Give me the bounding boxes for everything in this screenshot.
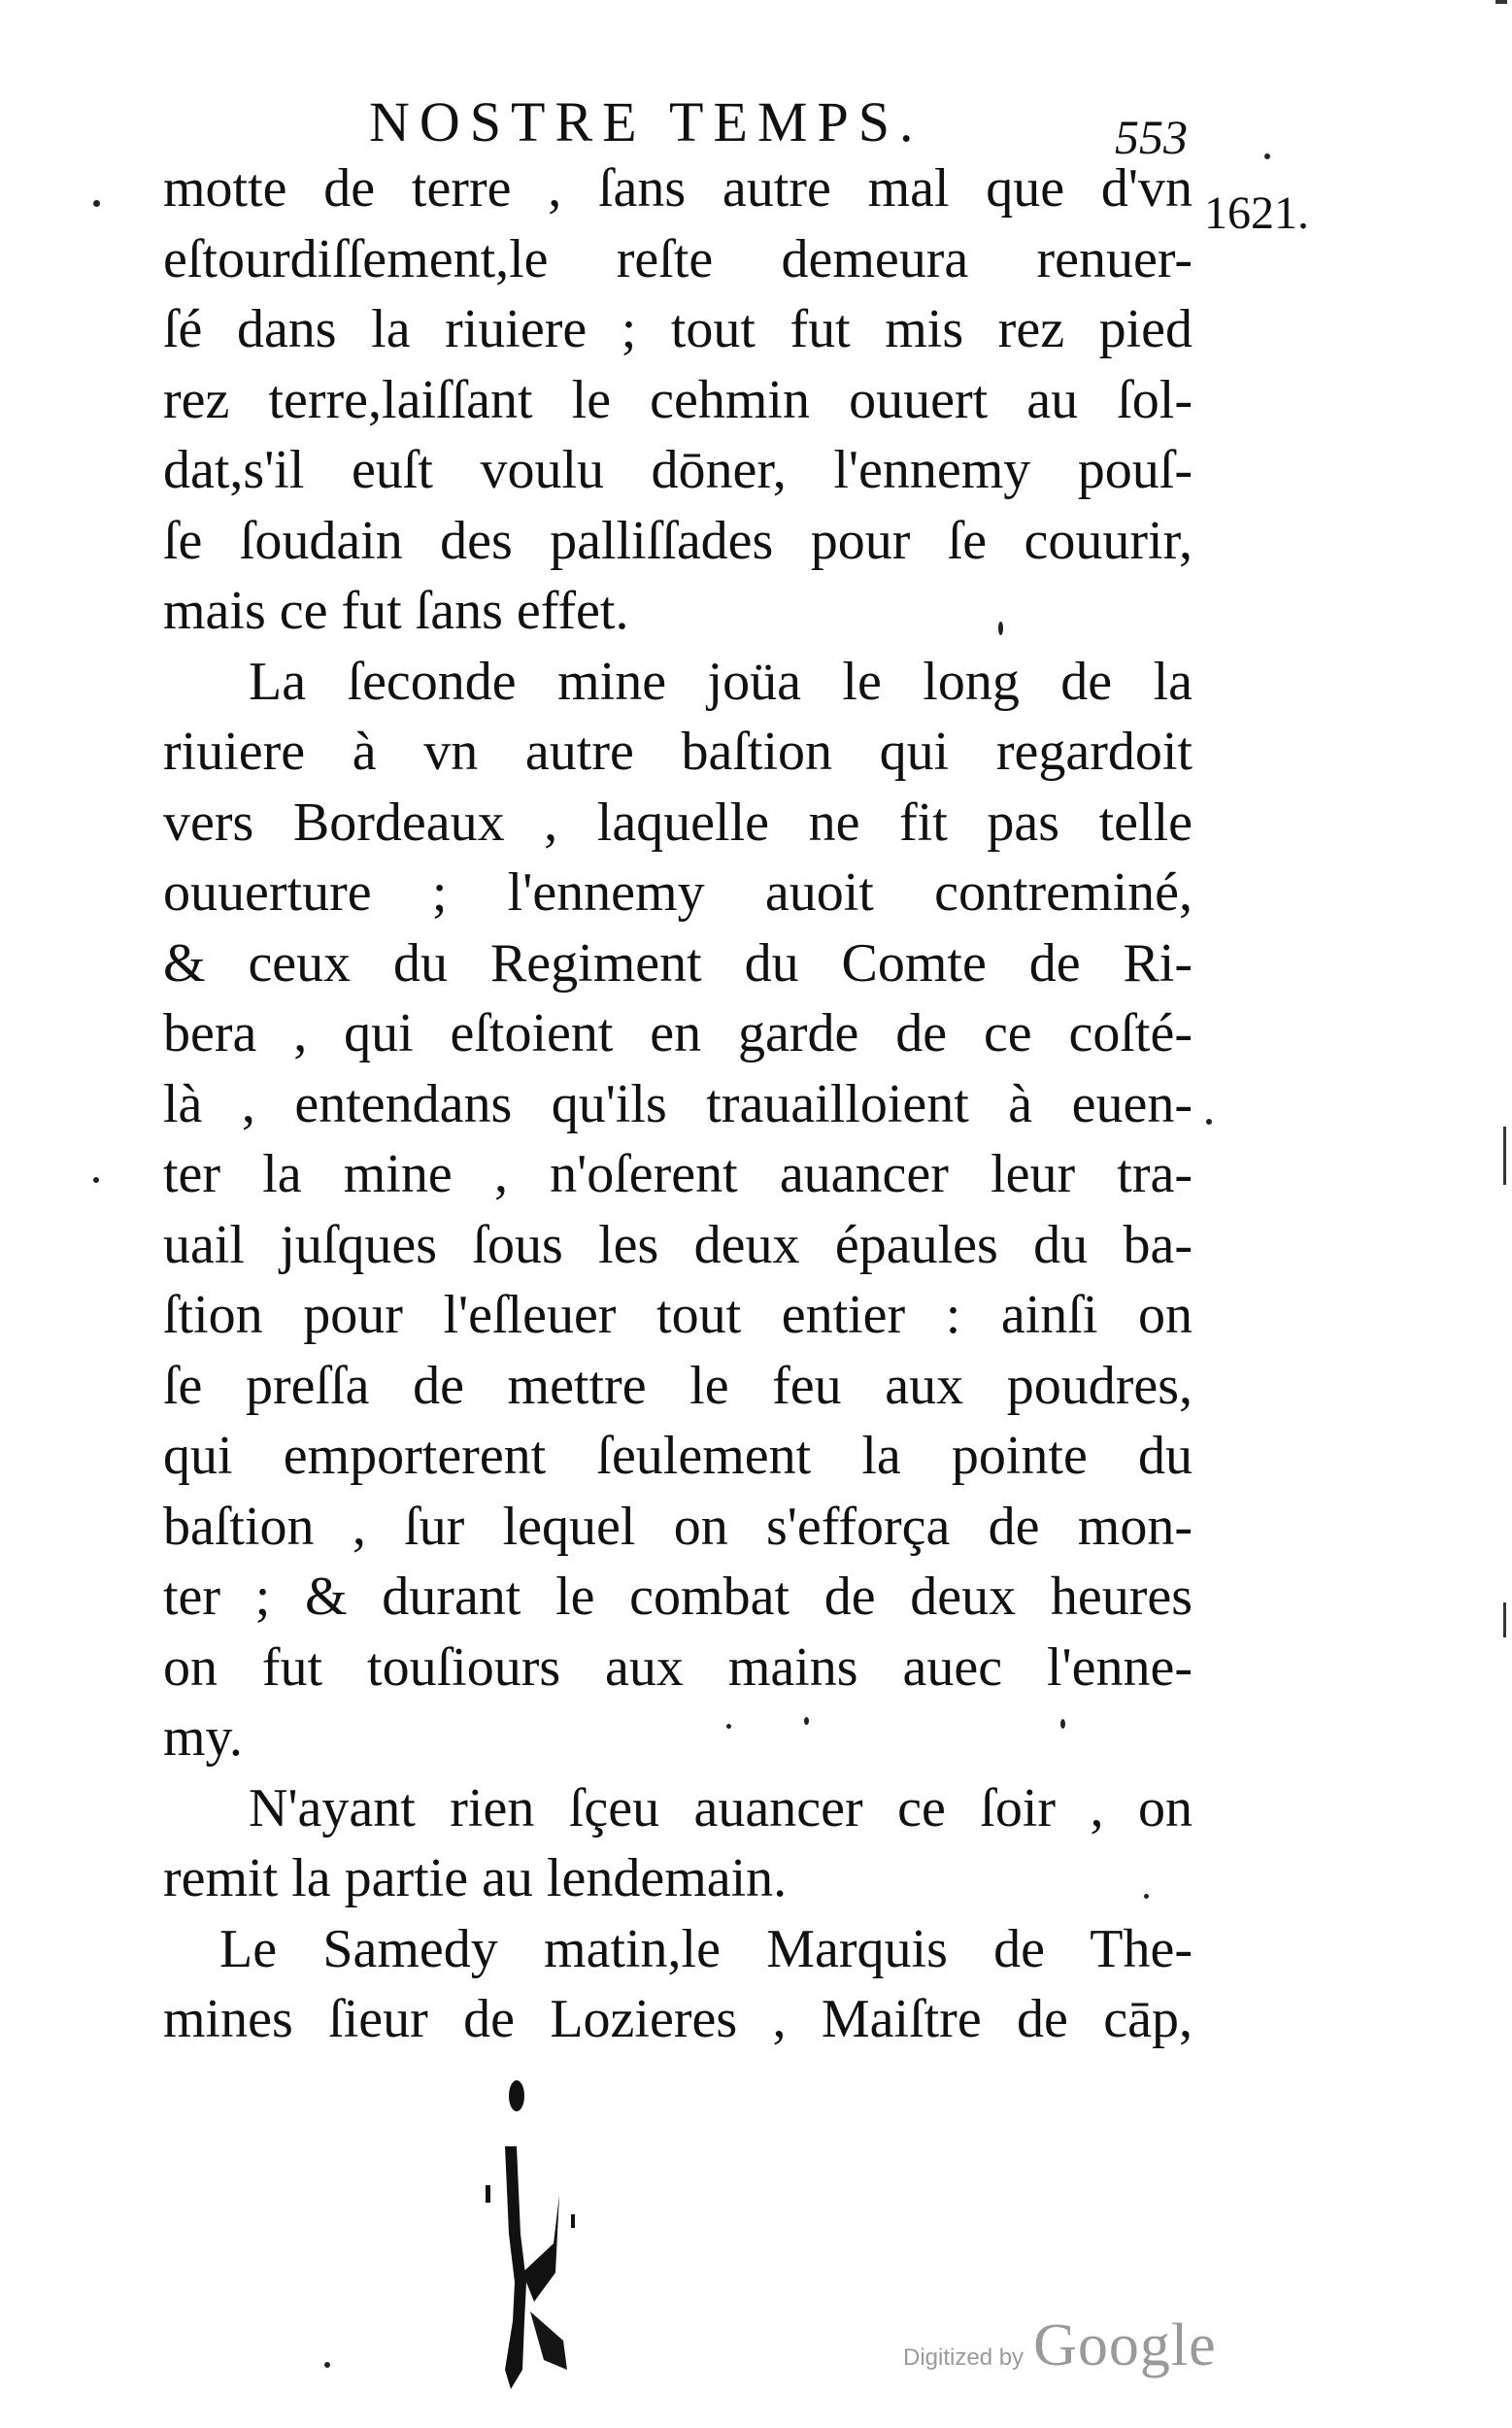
text-line: ter ; & durant le combat de deux heures: [163, 1567, 1193, 1627]
scan-speck: [93, 1177, 99, 1183]
running-title: NOSTRE TEMPS.: [369, 90, 924, 153]
digitization-watermark: [903, 2311, 1217, 2380]
page-edge-mark: [1495, 0, 1507, 4]
text-line: ſé dans la riuiere ; tout fut mis rez pied: [163, 299, 1193, 359]
text-line: riuiere à vn autre baſtion qui regardoit: [163, 722, 1193, 782]
scan-speck: [726, 1724, 731, 1729]
scan-speck: [998, 622, 1003, 635]
paragraph-start-line: La ſeconde mine joüa le long de la: [249, 651, 1193, 712]
text-line: uail juſques ſous les deux épaules du ba-: [163, 1214, 1193, 1275]
text-line: & ceux du Regiment du Comte de Ri-: [163, 932, 1193, 994]
scan-speck: [1264, 153, 1270, 159]
scan-speck: [1206, 1119, 1212, 1125]
text-line: on fut touſiours aux mains auec l'enne-: [163, 1636, 1193, 1698]
text-line: motte de terre , ſans autre mal que d'vn: [163, 158, 1193, 219]
text-line: ter la mine , n'oſerent auancer leur tra-: [163, 1144, 1193, 1204]
watermark-brand-logo: Google: [1033, 2312, 1217, 2378]
text-line: ſe ſoudain des palliſſades pour ſe couurir,: [163, 510, 1193, 571]
paragraph-end-line: my.: [163, 1707, 243, 1768]
text-line: eſtourdiſſement,le reſte demeura renuer-: [163, 228, 1193, 289]
paragraph-end-line: mais ce fut ſans effet.: [163, 581, 629, 641]
paragraph-start-line: N'ayant rien ſçeu auancer ce ſoir , on: [249, 1777, 1193, 1838]
page-number: 553: [1115, 110, 1188, 164]
text-line: bera , qui eſtoient en garde de ce coſté-: [163, 1003, 1193, 1063]
text-line: baſtion , ſur lequel on s'efforça de mon-: [163, 1496, 1193, 1557]
text-line: rez terre,laiſſant le cehmin ouuert au ſol-: [163, 369, 1193, 430]
text-line: là , entendans qu'ils trauailloient à euen-: [163, 1073, 1193, 1134]
scan-speck: [93, 200, 100, 207]
text-line: dat,s'il euſt voulu dōner, l'ennemy pouſ-: [163, 440, 1193, 500]
text-line: mines ſieur de Lozieres , Maiſtre de cāp,: [163, 1989, 1193, 2049]
text-line: ouuerture ; l'ennemy auoit contreminé,: [163, 862, 1193, 923]
scan-speck: [1144, 1894, 1149, 1899]
scan-speck: [324, 2362, 330, 2368]
text-line: vers Bordeaux , laquelle ne fit pas telle: [163, 792, 1193, 853]
scan-speck: [1060, 1719, 1065, 1729]
ink-blot-mark: [466, 2078, 612, 2399]
scan-speck: [804, 1717, 809, 1725]
text-line: ſe preſſa de mettre le feu aux poudres,: [163, 1355, 1193, 1416]
text-line: ſtion pour l'eſleuer tout entier : ainſi on: [163, 1285, 1193, 1345]
paragraph-end-line: remit la partie au lendemain.: [163, 1848, 788, 1908]
page-edge-mark: [1503, 1602, 1506, 1637]
text-line: qui emporterent ſeulement la pointe du: [163, 1426, 1193, 1486]
watermark-prefix: Digitized by: [903, 2344, 1025, 2371]
page-edge-mark: [1503, 1127, 1506, 1185]
margin-year-note: 1621.: [1204, 187, 1309, 239]
body-text: [163, 153, 1193, 2055]
paragraph-start-line: Le Samedy matin,le Marquis de The-: [219, 1918, 1193, 1979]
